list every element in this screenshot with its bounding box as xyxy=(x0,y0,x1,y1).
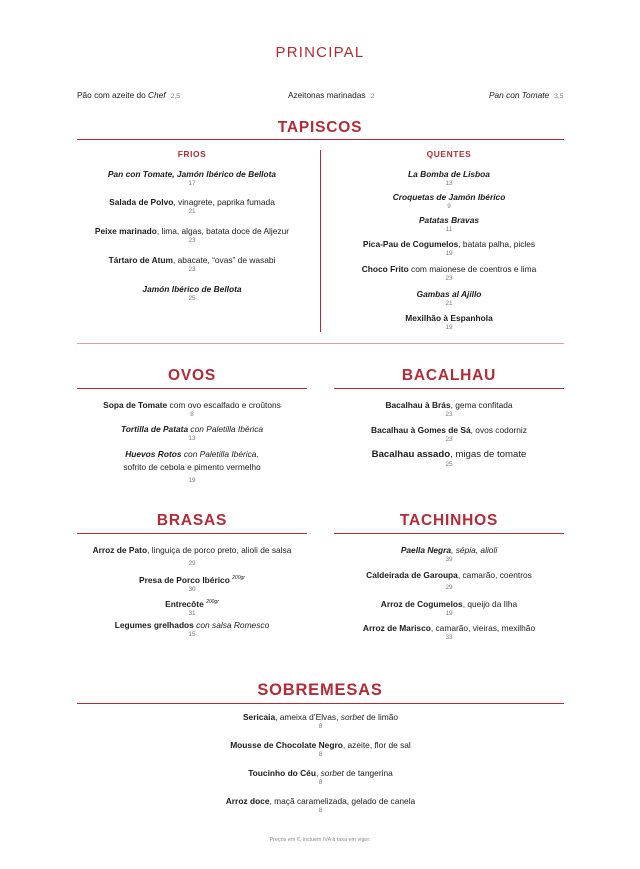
frios-title: FRIOS xyxy=(177,149,207,159)
item-description: con Paletilla Ibérica, xyxy=(181,449,259,459)
ovos-title: OVOS xyxy=(168,367,216,384)
item-price: 23 xyxy=(445,436,453,443)
tapiscos-divider xyxy=(320,150,321,332)
item-description: , queijo da Ilha xyxy=(462,599,518,609)
item-name: Sopa de Tomate xyxy=(103,400,168,410)
menu-item xyxy=(334,599,564,623)
menu-item xyxy=(77,740,564,768)
menu-item xyxy=(77,573,307,597)
item-price: 21 xyxy=(445,300,453,307)
item-description-italic: sorbet xyxy=(340,712,365,722)
bacalhau-rule xyxy=(334,388,564,389)
item-price: 29 xyxy=(188,560,196,567)
item-name: Presa de Porco Ibérico xyxy=(139,575,230,585)
item-name: Croquetas de Jamón Ibérico xyxy=(392,192,506,202)
item-name: Pica-Pau de Cogumelos xyxy=(362,239,459,249)
item-name: Mexilhão à Espanhola xyxy=(405,313,493,323)
item-name: Bacalhau à Gomes de Sá xyxy=(371,425,471,435)
menu-item xyxy=(77,796,564,824)
item-name: Tártaro de Atum xyxy=(108,255,173,265)
item-price: 13 xyxy=(188,435,196,442)
item-name: Legumes grelhados xyxy=(114,620,194,630)
menu-item xyxy=(77,545,307,573)
item-description: con Paletilla Ibérica xyxy=(188,424,264,434)
sobremesas-rule xyxy=(77,703,564,704)
item-price: 8 xyxy=(318,723,323,730)
menu-item xyxy=(334,289,564,313)
item-description-italic: sorbet xyxy=(320,768,344,778)
menu-item xyxy=(77,226,307,255)
item-name: Arroz de Cogumelos xyxy=(380,599,463,609)
item-name: Pan con Tomate, Jamón Ibérico de Bellota xyxy=(107,169,277,179)
tachinhos-rule xyxy=(334,533,564,534)
item-description: , migas de tomate xyxy=(450,449,527,460)
item-name: Huevos Rotos xyxy=(125,449,182,459)
item-price: 29 xyxy=(445,584,453,591)
menu-item xyxy=(77,768,564,796)
item-price: 8 xyxy=(318,751,323,758)
item-description: , azeite, flor de sal xyxy=(342,740,411,750)
item-price: 21 xyxy=(188,208,196,215)
starter-item xyxy=(288,90,374,100)
item-name: Caldeirada de Garoupa xyxy=(366,570,458,580)
menu-item xyxy=(334,545,564,570)
quentes-list xyxy=(334,169,564,336)
item-description: , sépia, alioli xyxy=(451,545,498,555)
menu-item xyxy=(77,284,307,313)
menu-item xyxy=(77,597,307,620)
item-name: Sericaia xyxy=(242,712,276,722)
bacalhau-title: BACALHAU xyxy=(401,367,497,384)
item-price: 17 xyxy=(188,180,196,187)
frios-list xyxy=(77,169,307,313)
item-description: com ovo escalfado e croûtons xyxy=(167,400,281,410)
item-description: , maçã caramelizada, gelado de canela xyxy=(269,796,416,806)
item-price: 9 xyxy=(447,203,451,210)
item-description: , ameixa d’Elvas, xyxy=(275,712,341,722)
item-price: 23 xyxy=(188,266,196,273)
item-price: 23 xyxy=(188,237,196,244)
item-description: , lima, algas, batata doce de Aljezur xyxy=(156,226,290,236)
item-name: Toucinho do Céu xyxy=(248,768,316,778)
item-description: , batata palha, picles xyxy=(458,239,536,249)
menu-item xyxy=(77,620,307,644)
item-description: , linguiça de porco preto, alioli de salsa xyxy=(147,545,292,555)
item-description: , xyxy=(315,768,321,778)
item-name: La Bomba de Lisboa xyxy=(408,169,490,179)
item-name: Bacalhau à Brás xyxy=(385,400,451,410)
item-description: con salsa Romesco xyxy=(193,620,270,630)
menu-item xyxy=(77,255,307,284)
sobremesas-list xyxy=(77,712,564,824)
item-description: de tangerina xyxy=(343,768,393,778)
item-price: 13 xyxy=(445,180,453,187)
item-name: Peixe marinado xyxy=(94,226,157,236)
tapiscos-rule xyxy=(77,139,564,140)
item-name: Mousse de Chocolate Negro xyxy=(230,740,343,750)
starter-item xyxy=(489,90,564,100)
menu-item xyxy=(334,449,564,473)
item-description: , gema confitada xyxy=(450,400,513,410)
ovos-list xyxy=(77,400,307,485)
item-price: 15 xyxy=(188,631,196,638)
item-name: Patatas Bravas xyxy=(418,215,480,225)
tachinhos-title: TACHINHOS xyxy=(399,512,499,529)
item-name: Salada de Polvo xyxy=(109,197,174,207)
menu-item xyxy=(334,169,564,192)
item-name: Entrecôte xyxy=(165,599,204,609)
item-name: Arroz de Pato xyxy=(92,545,148,555)
menu-item xyxy=(334,425,564,449)
item-price: 2,5 xyxy=(170,93,181,100)
item-price: 19 xyxy=(445,250,453,257)
item-price: 2 xyxy=(370,93,375,100)
item-price: 3,5 xyxy=(554,93,564,100)
item-price: 8 xyxy=(190,411,194,418)
item-name: Arroz doce xyxy=(225,796,270,806)
item-description-line: sofrito de cebola e pimento vermelho xyxy=(123,462,261,472)
item-description: , abacate, “ovas” de wasabi xyxy=(172,255,276,265)
menu-item xyxy=(334,264,564,289)
item-name: Paella Negra xyxy=(400,545,452,555)
principal-title: PRINCIPAL xyxy=(275,44,365,61)
item-description: de limão xyxy=(364,712,399,722)
quentes-title: QUENTES xyxy=(426,149,472,159)
item-name: Jamón Ibérico de Bellota xyxy=(142,284,242,294)
menu-item xyxy=(77,197,307,226)
item-weight: 200gr xyxy=(232,575,245,581)
item-name-italic: Chef xyxy=(148,90,166,100)
tachinhos-list xyxy=(334,545,564,647)
menu-item xyxy=(77,712,564,740)
menu-item xyxy=(334,623,564,647)
menu-item xyxy=(334,192,564,215)
item-price: 30 xyxy=(188,586,196,593)
menu-item xyxy=(334,239,564,264)
item-price: 19 xyxy=(188,477,196,484)
item-description: , camarão, vieiras, mexilhão xyxy=(430,623,536,633)
menu-item xyxy=(77,169,307,197)
brasas-list xyxy=(77,545,307,644)
item-name: Gambas al Ajillo xyxy=(416,289,482,299)
item-price: 19 xyxy=(445,324,453,331)
item-price: 33 xyxy=(445,634,453,641)
item-name: Arroz de Marisco xyxy=(362,623,431,633)
item-price: 19 xyxy=(445,610,453,617)
item-price: 25 xyxy=(445,461,453,468)
sobremesas-title: SOBREMESAS xyxy=(257,681,383,699)
menu-item xyxy=(77,449,307,485)
tapiscos-bottom-rule xyxy=(77,343,564,344)
item-name-italic: Pan con Tomate xyxy=(489,90,550,100)
menu-item xyxy=(77,424,307,449)
price-footnote: Preços em €, incluem IVA à taxa em vigor. xyxy=(269,837,371,843)
item-name: Tortilla de Patata xyxy=(120,424,189,434)
item-name: Pão com azeite do xyxy=(77,90,149,100)
item-description: , camarão, coentros xyxy=(457,570,532,580)
item-price: 31 xyxy=(188,610,196,617)
item-price: 23 xyxy=(445,275,453,282)
menu-item xyxy=(77,400,307,424)
menu-item xyxy=(334,313,564,336)
item-price: 11 xyxy=(445,226,453,233)
brasas-rule xyxy=(77,533,307,534)
menu-item xyxy=(334,215,564,239)
item-description: , vinagrete, paprika fumada xyxy=(173,197,275,207)
ovos-rule xyxy=(77,388,307,389)
item-name: Choco Frito xyxy=(361,264,409,274)
item-price: 25 xyxy=(188,295,196,302)
item-price: 23 xyxy=(445,411,453,418)
brasas-title: BRASAS xyxy=(156,512,228,529)
item-name: Azeitonas marinadas xyxy=(288,90,366,100)
item-price: 8 xyxy=(318,779,323,786)
bacalhau-list xyxy=(334,400,564,473)
starter-item xyxy=(77,90,180,100)
menu-item xyxy=(334,570,564,599)
item-price: 8 xyxy=(318,807,323,814)
tapiscos-title: TAPISCOS xyxy=(277,119,363,136)
item-weight: 200gr xyxy=(206,599,219,605)
item-description: , ovos codorniz xyxy=(470,425,527,435)
item-description: com maionese de coentros e lima xyxy=(408,264,537,274)
menu-item xyxy=(334,400,564,425)
item-name: Bacalhau assado xyxy=(371,449,451,460)
item-price: 39 xyxy=(445,556,453,563)
